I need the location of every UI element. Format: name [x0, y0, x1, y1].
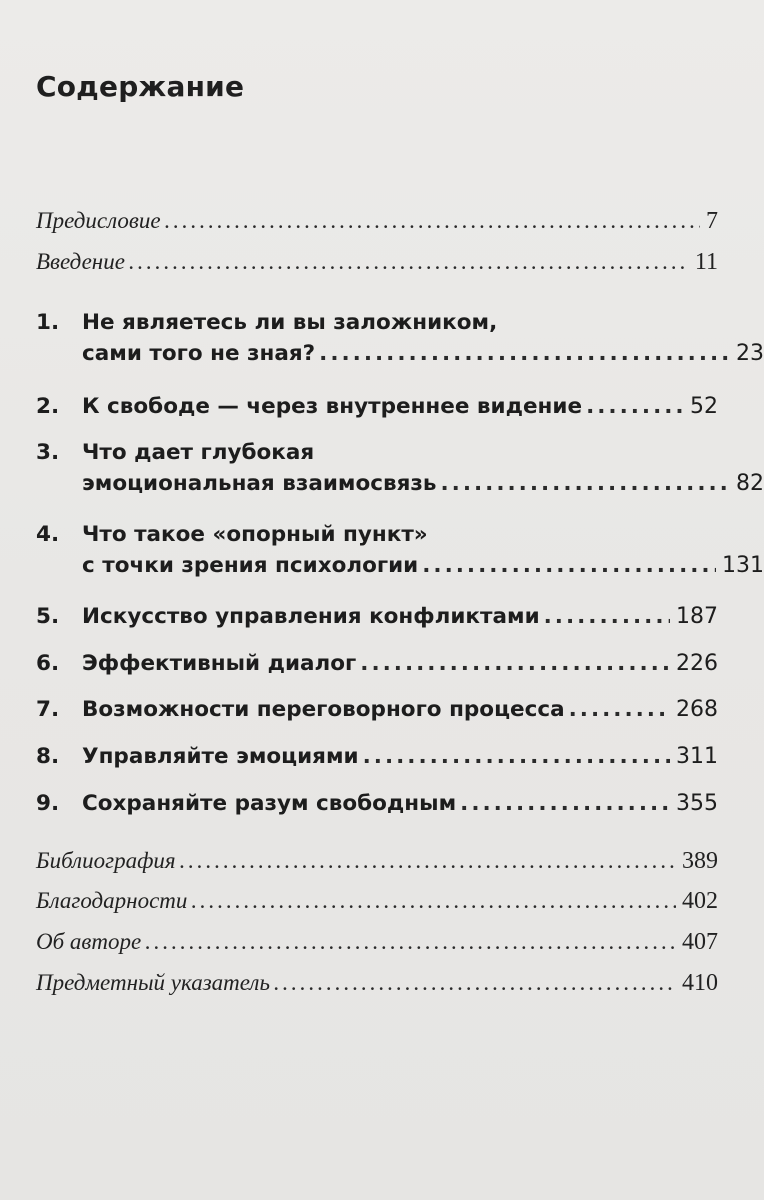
chapter-title-line2: сами того не зная?	[82, 341, 316, 366]
dot-leader	[363, 744, 670, 769]
page-number: 410	[682, 970, 718, 996]
chapter-number: 4.	[36, 522, 60, 547]
dot-leader	[180, 848, 676, 874]
dot-leader	[145, 929, 676, 955]
chapter-title-line1: Что такое «опорный пункт»	[82, 522, 428, 547]
page-number: 7	[706, 208, 718, 234]
page-number: 311	[676, 744, 718, 769]
toc-entry-chapter-6	[36, 651, 718, 676]
toc-entry-chapter-2	[36, 394, 718, 419]
toc-entry-acknowledgements	[36, 888, 718, 915]
chapter-title-line1: Не являетесь ли вы заложником,	[82, 310, 498, 335]
dot-leader	[586, 394, 684, 419]
page-number: 52	[690, 394, 718, 419]
dot-leader	[440, 471, 730, 496]
toc-entry-introduction	[36, 249, 718, 276]
entry-label: Об авторе	[36, 929, 142, 954]
dot-leader	[360, 651, 670, 676]
toc-entry-chapter-8	[36, 744, 718, 769]
toc-entry-about-author	[36, 929, 718, 956]
page-number: 389	[682, 848, 718, 874]
dot-leader	[460, 791, 670, 816]
toc-entry-subject-index	[36, 970, 718, 997]
toc-entry-chapter-7	[36, 697, 718, 722]
page-number: 407	[682, 929, 718, 955]
page-number: 131	[722, 553, 764, 578]
chapter-number: 6.	[36, 651, 60, 676]
toc-entry-chapter-1	[36, 310, 764, 366]
toc-entry-preface	[36, 208, 718, 235]
page-number: 11	[694, 249, 718, 275]
dot-leader	[319, 341, 730, 366]
chapter-title: Управляйте эмоциями	[82, 744, 359, 769]
dot-leader	[544, 604, 670, 629]
page-number: 23	[736, 341, 764, 366]
chapter-title: Сохраняйте разум свободным	[82, 791, 457, 816]
chapter-number: 7.	[36, 697, 60, 722]
page-number: 402	[682, 888, 718, 914]
chapter-number: 8.	[36, 744, 60, 769]
dot-leader	[129, 249, 689, 275]
toc-entry-chapter-5	[36, 604, 718, 629]
toc-entry-chapter-3	[36, 440, 764, 496]
chapter-title-line2: эмоциональная взаимосвязь	[82, 471, 437, 496]
chapter-number: 2.	[36, 394, 60, 419]
page-title: Содержание	[36, 70, 245, 103]
toc-entry-bibliography	[36, 848, 718, 875]
page-number: 187	[676, 604, 718, 629]
chapter-number: 1.	[36, 310, 60, 335]
entry-label: Благодарности	[36, 888, 188, 913]
dot-leader	[165, 208, 700, 234]
chapter-title-line2: с точки зрения психологии	[82, 553, 419, 578]
entry-label: Введение	[36, 249, 125, 274]
chapter-title-line1: Что дает глубокая	[82, 440, 315, 465]
chapter-title: К свободе — через внутреннее видение	[82, 394, 583, 419]
chapter-number: 3.	[36, 440, 60, 465]
dot-leader	[569, 697, 670, 722]
entry-label: Предметный указатель	[36, 970, 270, 995]
entry-label: Предисловие	[36, 208, 161, 233]
page-number: 82	[736, 471, 764, 496]
dot-leader	[422, 553, 716, 578]
page-number: 355	[676, 791, 718, 816]
chapter-number: 5.	[36, 604, 60, 629]
chapter-number: 9.	[36, 791, 60, 816]
chapter-title: Эффективный диалог	[82, 651, 357, 676]
page-number: 268	[676, 697, 718, 722]
toc-entry-chapter-4	[36, 522, 764, 578]
toc-entry-chapter-9	[36, 791, 718, 816]
dot-leader	[274, 970, 676, 996]
dot-leader	[191, 888, 676, 914]
entry-label: Библиография	[36, 848, 176, 873]
chapter-title: Возможности переговорного процесса	[82, 697, 565, 722]
chapter-title: Искусство управления конфликтами	[82, 604, 540, 629]
page-number: 226	[676, 651, 718, 676]
